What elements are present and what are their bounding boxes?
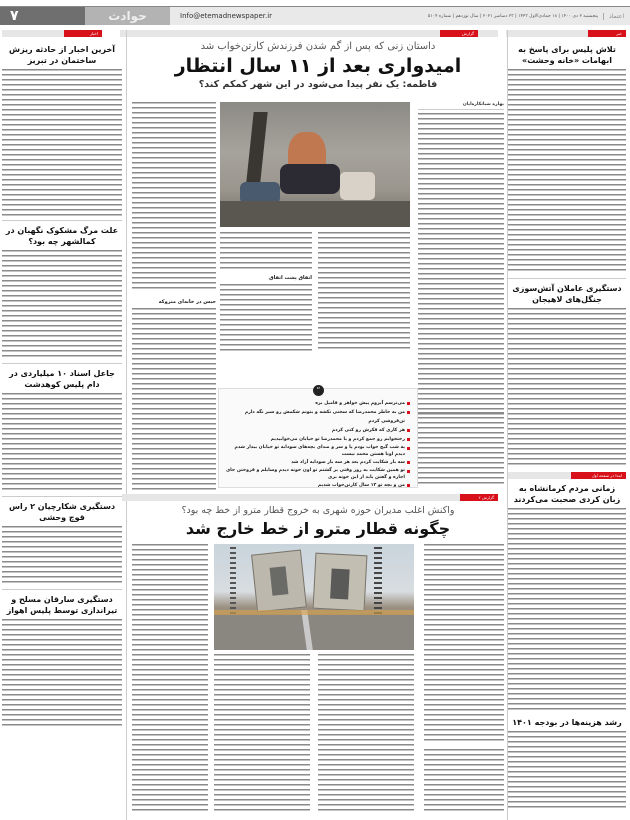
news-title: تلاش پلیس برای پاسخ به ابهامات «خانه وحشت»: [518, 45, 616, 65]
story-headline[interactable]: چگونه قطار مترو از خط خارج شد: [185, 519, 451, 538]
date-line: پنجشنبه ۲ دی ۱۴۰۰ | ۱۸ جمادی‌الاول ۱۴۴۳ | ۲۳ دسامبر ۲۰۲۱ | سال نوزدهم | شماره ۵۱۰۴: [427, 13, 598, 19]
news-body: [508, 508, 626, 713]
story-body-text: [418, 412, 504, 487]
news-body: [508, 308, 626, 468]
news-item[interactable]: [508, 717, 626, 811]
continued-bar: [508, 472, 626, 479]
tag-bar-right: [506, 30, 626, 37]
subhead: اتفاق پشت اتفاق: [269, 275, 312, 281]
news-body: [2, 69, 122, 217]
tag-report-2: گزارش ۲: [460, 494, 498, 501]
story-body-right: [424, 544, 504, 744]
news-title: آخرین اخبار از حادثه ریزش ساختمان در تبریز: [9, 45, 115, 65]
news-title: رشد هزینه‌ها در بودجه ۱۴۰۱: [512, 718, 622, 727]
header-info: [170, 7, 630, 25]
news-body: [2, 619, 122, 729]
story-body-middle: [220, 232, 312, 272]
story-headline[interactable]: امیدواری بعد از ۱۱ سال انتظار: [174, 55, 462, 77]
subhead: حبس در خانه‌ای متروکه: [158, 299, 216, 305]
story-body-text: [220, 284, 312, 354]
quote-item: من به خاطر محمدرضا که سختی نکشه و بتونم شکمش رو سیر نگه دارم تن‌فروشی کردم: [223, 408, 411, 426]
story-kicker: داستان زنی که پس از گم شدن فرزندش کارتن‌خواب شد: [200, 41, 436, 52]
quote-item: من و بچه تو ۱۳ سال کارتن‌خواب شدیم: [223, 481, 411, 490]
news-title: علت مرگ مشکوک نگهبان در کمالشهر چه بود؟: [5, 226, 119, 246]
news-title: دستگیری سارقان مسلح و تیراندازی توسط پلیس اهواز: [6, 595, 118, 615]
quote-item: رختخوابم رو جمع کردم و با محمدرضا تو خیابان می‌خوابیدیم: [223, 435, 411, 444]
news-title: جاعل اسناد ۱۰ میلیاردی در دام پلیس کوهدشت: [9, 369, 115, 389]
news-title: دستگیری عاملان آتش‌سوزی جنگل‌های لاهیجان: [512, 284, 622, 304]
right-column: [508, 40, 626, 820]
news-title: دستگیری شکارچیان ۲ راس قوچ وحشی: [8, 502, 116, 522]
logo: اعتماد: [603, 13, 624, 20]
news-item[interactable]: [2, 225, 122, 360]
news-body: [2, 250, 122, 360]
story-body-right: [418, 113, 504, 418]
tag-continued: ابتدا در صفحه اول: [571, 472, 626, 479]
left-column: [2, 40, 122, 820]
news-body: [508, 731, 626, 811]
tag-news: خبر: [588, 30, 626, 37]
story-body-text: [318, 232, 410, 350]
tag-bar-lower: [122, 494, 498, 501]
quote-item: تو همین شکایت به روز وقتی بر گشتم تو اون خونه دیدم وسایلم و فروختن جای اجاره و گفتن باید از این خونه بری: [223, 467, 411, 481]
news-item[interactable]: [508, 283, 626, 468]
story-body-text: [318, 654, 414, 814]
metro-photo: [214, 544, 414, 650]
tag-akhbar: اخبار: [64, 30, 102, 37]
email-link[interactable]: Info@etemadnewspaper.ir: [180, 12, 273, 20]
tag-bar-center: [120, 30, 498, 37]
author-byline: بهاره شبانکاره‌ایان: [418, 102, 504, 110]
tag-report: گزارش: [440, 30, 478, 37]
metro-story: [132, 504, 504, 820]
story-body-text: [424, 749, 504, 814]
tag-bar-left: [2, 30, 102, 37]
news-item[interactable]: [508, 483, 626, 713]
news-body: [508, 69, 626, 274]
quote-item: سه بار شکایت کردم بعد هر سه بار سودابه آزاد شد: [223, 458, 411, 467]
story-body-bottom: [214, 654, 310, 814]
quote-icon: “: [313, 385, 324, 396]
news-item[interactable]: [2, 501, 122, 586]
page-header: [0, 6, 630, 25]
quote-box: [218, 388, 418, 488]
page-number: ۷: [0, 7, 85, 25]
news-item[interactable]: [2, 594, 122, 729]
quote-item: هر کاری که فکرش رو کنی کردم: [223, 426, 411, 435]
news-body: [2, 526, 122, 586]
news-body: [2, 393, 122, 493]
story-body-left: [132, 102, 216, 292]
story-deck: فاطمه: یک نفر پیدا می‌شود در این شهر کمکم کند؟: [198, 79, 438, 90]
news-item[interactable]: [2, 368, 122, 493]
story-body-text: [132, 308, 216, 490]
quote-item: می‌ترسم آبروم پیش خواهر و فامیل بره: [223, 399, 411, 408]
news-item[interactable]: [2, 44, 122, 217]
news-item[interactable]: [508, 44, 626, 274]
story-photo: [220, 102, 410, 227]
story-body-left: [132, 544, 208, 814]
divider: [126, 30, 127, 820]
quote-item: یه شب گیج خواب بودم پا و سر و صدای بچه‌های سودابه تو خیابان بیدار شدم دیدم اونا هستن محمد نیست: [223, 444, 411, 458]
news-title: زمانی مردم کرمانشاه به زبان کردی صحبت می‌کردند: [513, 484, 621, 504]
section-title: حوادث: [85, 7, 170, 25]
story-kicker: واکنش اغلب مدیران حوزه شهری به خروج قطار مترو از خط چه بود؟: [181, 505, 455, 516]
